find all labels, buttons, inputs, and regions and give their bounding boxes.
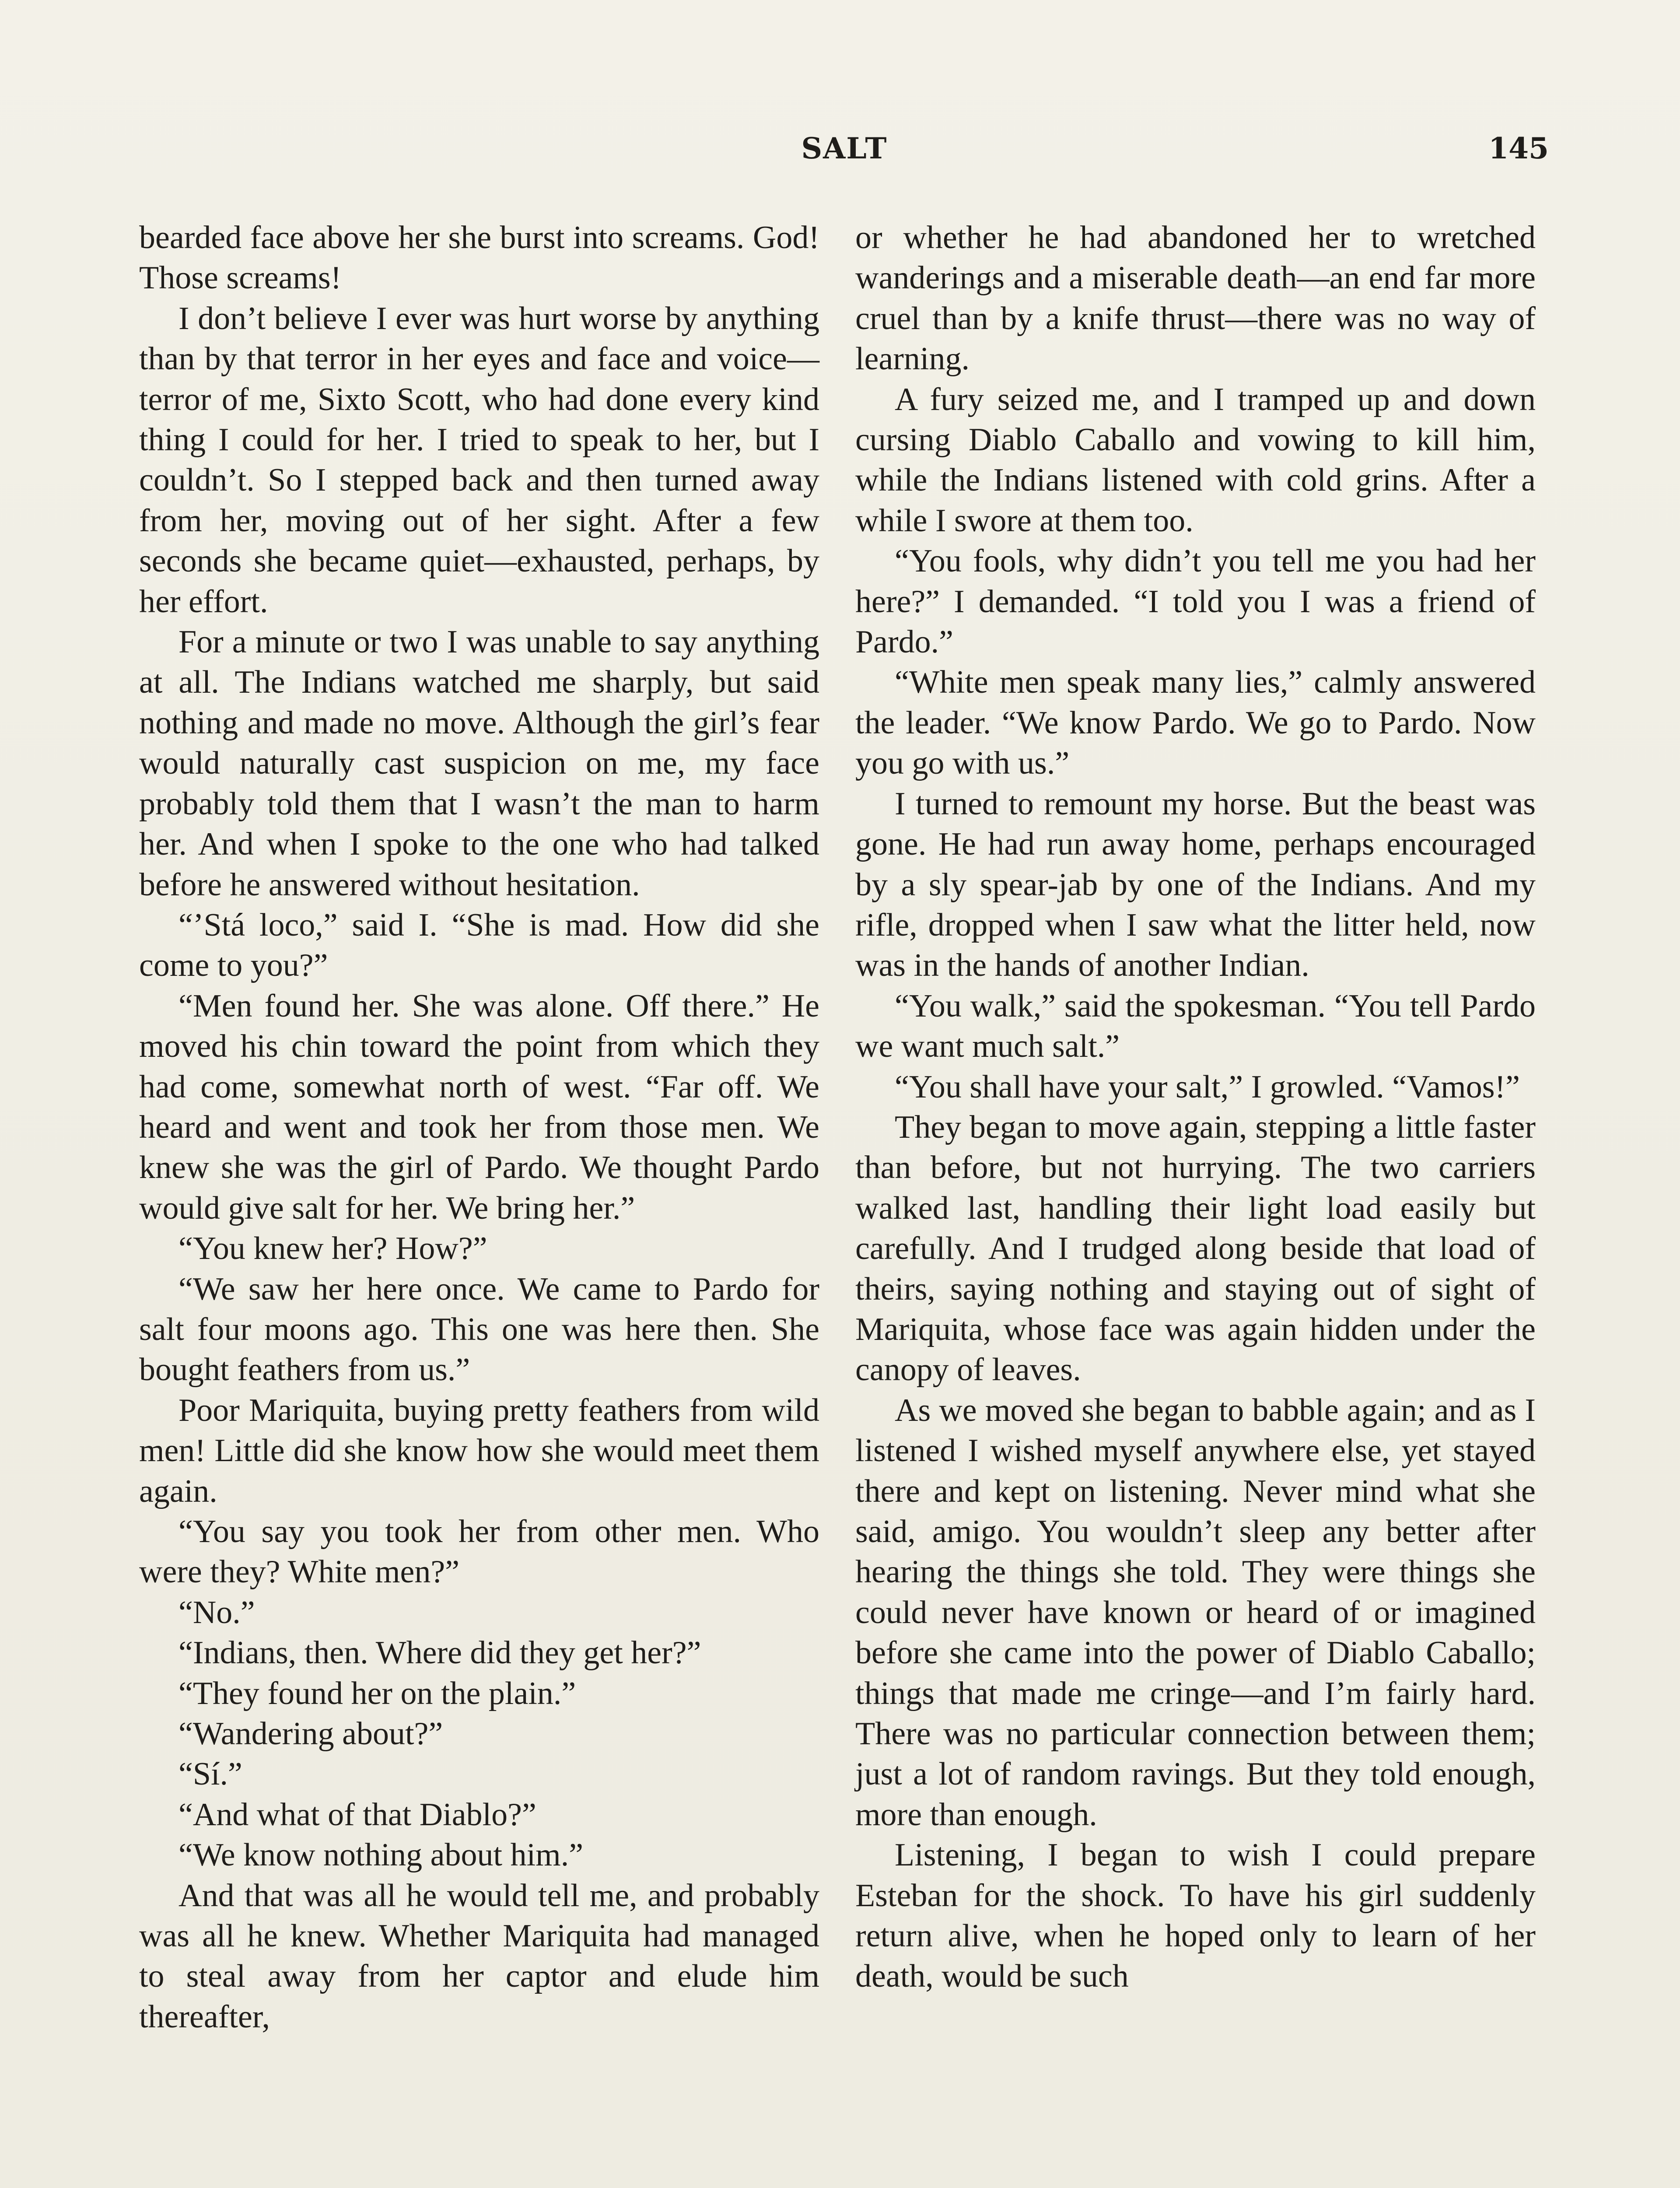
paragraph: Listening, I began to wish I could prepare Esteban for the shock. To have his girl suddenly return alive, when he hoped only to learn of her death, would be such	[855, 1837, 1536, 1995]
paragraph: “Men found her. She was alone. Off there.” He moved his chin toward the point from which they had come, somewhat north of west. “Far off. We heard and went and took her from those men. We knew she was the girl of Pardo. We thought Pardo would give salt for her. We bring her.”	[139, 988, 819, 1226]
paragraph: “Wandering about?”	[178, 1716, 443, 1752]
paragraph: I don’t believe I ever was hurt worse by anything than by that terror in her eyes and face and voice—terror of me, Sixto Scott, who had done every kind thing I could for her. I tried to speak to her, but I couldn’t. So I stepped back and then turned away from her, moving out of her sight. After a few seconds she became quiet—exhausted, perhaps, by her effort.	[139, 300, 819, 620]
paragraph: Poor Mariquita, buying pretty feathers from wild men! Little did she know how she would meet them again.	[139, 1392, 819, 1509]
paragraph: They began to move again, stepping a little faster than before, but not hurrying. The two carriers walked last, handling their light load easily but carefully. And I trudged along beside that load of theirs, saying nothing and staying out of sight of Mariquita, whose face was again hidden under the canopy of leaves.	[855, 1109, 1536, 1388]
paragraph: “You say you took her from other men. Who were they? White men?”	[139, 1514, 819, 1590]
paragraph: For a minute or two I was unable to say anything at all. The Indians watched me sharply, but said nothing and made no move. Although the girl’s fear would naturally cast suspicion on me, my face probably told them that I wasn’t the man to harm her. And when I spoke to the one who had talked before he answered without hesitation.	[139, 624, 819, 903]
page-header	[140, 131, 1549, 184]
paragraph: “They found her on the plain.”	[178, 1675, 576, 1711]
right-column	[855, 217, 1536, 1997]
paragraph: “No.”	[178, 1594, 255, 1630]
paragraph: bearded face above her she burst into screams. God! Those screams!	[139, 220, 819, 296]
paragraph: “We know nothing about him.”	[178, 1837, 584, 1873]
left-column	[139, 217, 819, 2037]
paragraph: A fury seized me, and I tramped up and down cursing Diablo Caballo and vowing to kill him, while the Indians listened with cold grins. After a while I swore at them too.	[855, 381, 1536, 539]
paragraph: “Sí.”	[178, 1756, 242, 1792]
paragraph: “White men speak many lies,” calmly answered the leader. “We know Pardo. We go to Pardo. Now you go with us.”	[855, 664, 1536, 782]
paragraph: or whether he had abandoned her to wretched wanderings and a miserable death—an end far more cruel than by a knife thrust—there was no way of learning.	[855, 220, 1536, 377]
paragraph: “You walk,” said the spokesman. “You tell Pardo we want much salt.”	[855, 988, 1536, 1065]
paragraph: As we moved she began to babble again; and as I listened I wished myself anywhere else, yet stayed there and kept on listening. Never mind what she said, amigo. You wouldn’t sleep any better after hearing the things she told. They were things she could never have known or heard of or imagined before she came into the power of Diablo Caballo; things that made me cringe—and I’m fairly hard. There was no particular connection between them; just a lot of random ravings. But they told enough, more than enough.	[855, 1392, 1536, 1833]
running-title: SALT	[801, 131, 888, 165]
paragraph: And that was all he would tell me, and probably was all he knew. Whether Mariquita had managed to steal away from her captor and elude him thereafter,	[139, 1877, 819, 2035]
paragraph: “And what of that Diablo?”	[178, 1796, 536, 1833]
paragraph: “’Stá loco,” said I. “She is mad. How did she come to you?”	[139, 907, 819, 984]
page-number: 145	[1488, 131, 1549, 165]
paragraph: “We saw her here once. We came to Pardo for salt four moons ago. This one was here then. She bought feathers from us.”	[139, 1271, 819, 1388]
paragraph: “You shall have your salt,” I growled. “Vamos!”	[895, 1069, 1520, 1105]
paragraph: “Indians, then. Where did they get her?”	[178, 1635, 701, 1671]
paragraph: I turned to remount my horse. But the beast was gone. He had run away home, perhaps encouraged by a sly spear-jab by one of the Indians. And my rifle, dropped when I saw what the litter held, now was in the hands of another Indian.	[855, 785, 1536, 984]
paragraph: “You fools, why didn’t you tell me you had her here?” I demanded. “I told you I was a friend of Pardo.”	[855, 543, 1536, 660]
paragraph: “You knew her? How?”	[178, 1231, 487, 1267]
